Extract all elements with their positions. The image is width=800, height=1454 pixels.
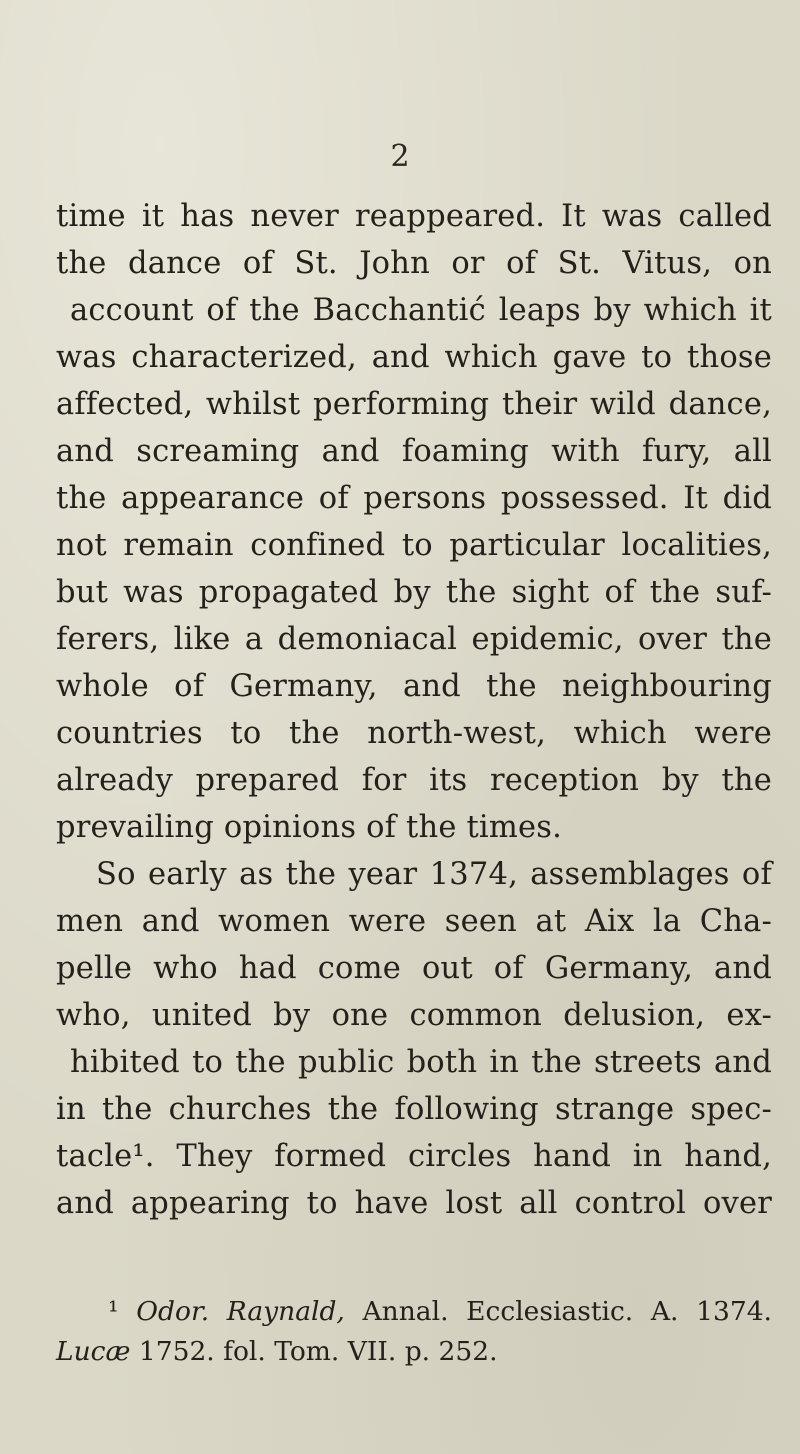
text-line: time it has never reappeared. It was called	[56, 199, 772, 234]
text-line: but was propagated by the sight of the suf-	[56, 575, 772, 610]
footnote-line-2	[56, 1332, 772, 1372]
text-line: the dance of St. John or of St. Vitus, on	[56, 246, 772, 281]
page-number: 2	[390, 139, 410, 174]
footnote-editor: Raynald,	[226, 1296, 345, 1327]
footnote-citation-cont: 1752. fol. Tom. VII. p. 252.	[138, 1336, 498, 1367]
text-line: the appearance of persons possessed. It did	[56, 481, 772, 516]
footnote-citation: Annal. Ecclesiastic. A. 1374.	[362, 1296, 772, 1327]
footnote-author: Odor.	[136, 1296, 210, 1327]
text-line: not remain confined to particular localities,	[56, 528, 772, 563]
text-line: and appearing to have lost all control over	[56, 1186, 772, 1221]
footnote	[56, 1292, 772, 1372]
text-line: account of the Bacchantić leaps by which it	[70, 293, 772, 328]
text-line: in the churches the following strange spec-	[56, 1092, 772, 1127]
text-line: whole of Germany, and the neighbouring	[56, 669, 772, 704]
text-line: So early as the year 1374, assemblages of	[96, 857, 772, 892]
text-line: pelle who had come out of Germany, and	[56, 951, 772, 986]
text-line: tacle¹. They formed circles hand in hand,	[56, 1139, 772, 1174]
text-line: affected, whilst performing their wild dance,	[56, 387, 772, 422]
text-line: already prepared for its reception by the	[56, 763, 772, 798]
text-line: hibited to the public both in the streets and	[70, 1045, 772, 1080]
text-line: prevailing opinions of the times.	[56, 810, 563, 845]
text-line: men and women were seen at Aix la Cha-	[56, 904, 772, 939]
text-line: and screaming and foaming with fury, all	[56, 434, 772, 469]
body-text	[56, 193, 772, 1227]
footnote-place: Lucæ	[56, 1336, 131, 1367]
footnote-marker: ¹	[108, 1296, 119, 1327]
text-line: was characterized, and which gave to those	[56, 340, 772, 375]
footnote-line-1	[56, 1292, 772, 1332]
text-line: countries to the north-west, which were	[56, 716, 772, 751]
text-line: who, united by one common delusion, ex-	[56, 998, 772, 1033]
text-line: ferers, like a demoniacal epidemic, over the	[56, 622, 772, 657]
